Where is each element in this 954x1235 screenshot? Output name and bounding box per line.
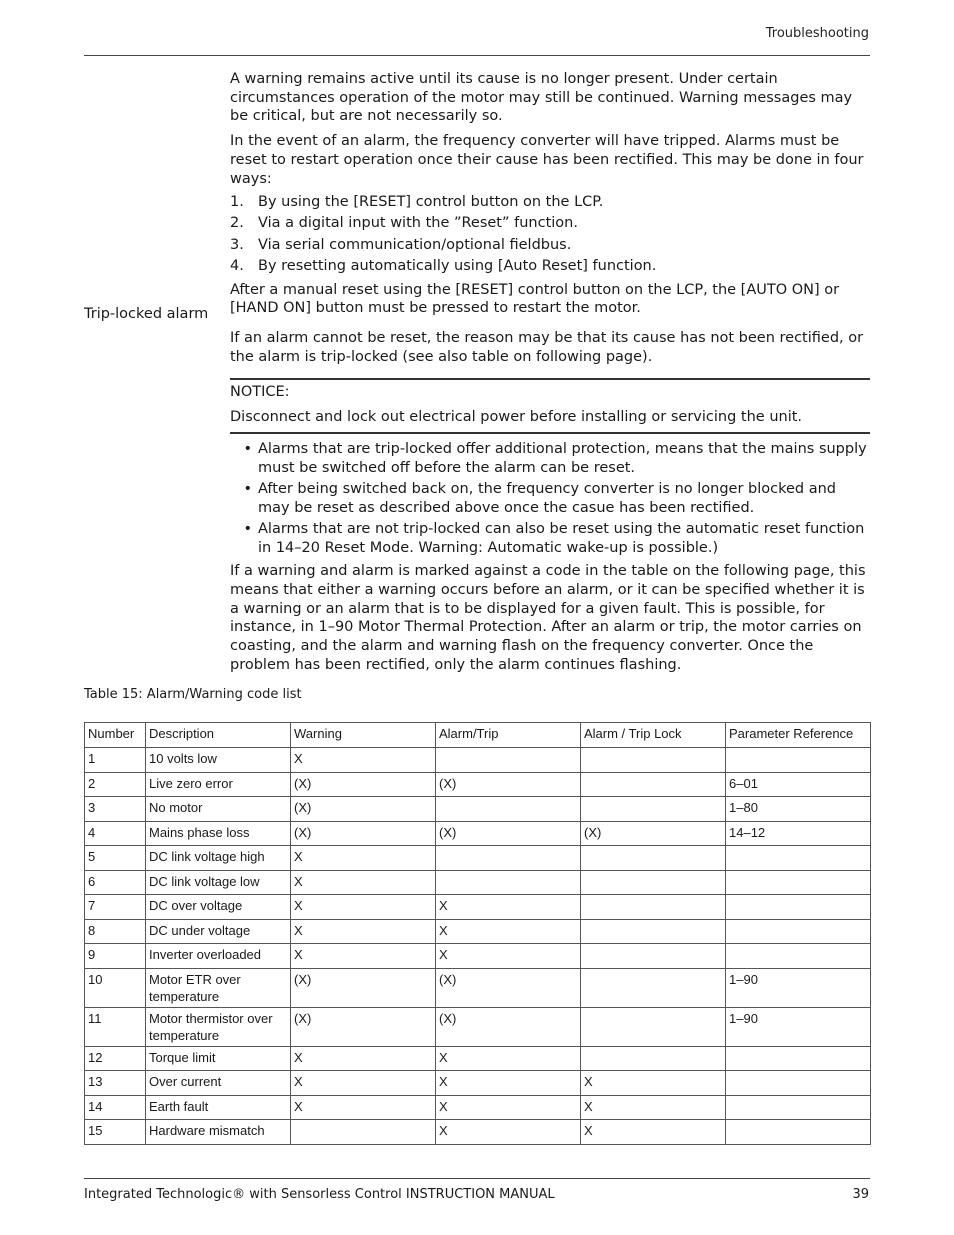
cell-warning: X: [291, 944, 436, 969]
cell-description: Mains phase loss: [146, 821, 291, 846]
cell-number: 14: [85, 1095, 146, 1120]
table-row: [85, 1007, 871, 1046]
list-text: Via a digital input with the ”Reset” function.: [258, 215, 578, 232]
list-item: [230, 214, 870, 233]
cell-alarm-trip-lock: [581, 919, 726, 944]
cell-alarm-trip-lock: X: [581, 1095, 726, 1120]
cell-parameter-reference: [726, 846, 871, 871]
trip-locked-paragraph-1: If an alarm cannot be reset, the reason may be that its cause has not been rectified, or the alarm is trip-locked (see also table on following page).: [230, 330, 864, 365]
cell-parameter-reference: [726, 748, 871, 773]
cell-alarm-trip-lock: [581, 797, 726, 822]
cell-description: Motor thermistor over temperature: [146, 1007, 291, 1046]
cell-description: Hardware mismatch: [146, 1120, 291, 1145]
cell-description: DC link voltage low: [146, 870, 291, 895]
cell-warning: X: [291, 895, 436, 920]
cell-alarm-trip-lock: X: [581, 1071, 726, 1096]
list-text: By using the [RESET] control button on the LCP.: [258, 194, 604, 211]
cell-alarm-trip: (X): [436, 772, 581, 797]
cell-alarm-trip-lock: [581, 748, 726, 773]
cell-alarm-trip-lock: [581, 944, 726, 969]
bullet-text: Alarms that are not trip-locked can also be reset using the automatic reset function in 14–20 Reset Mode. Warning: Automatic wake-up is possible.): [258, 520, 865, 556]
cell-parameter-reference: 1–80: [726, 797, 871, 822]
cell-warning: (X): [291, 821, 436, 846]
list-number: 3.: [230, 236, 244, 253]
alarm-warning-table: [84, 722, 871, 1145]
intro-section: [230, 70, 870, 318]
cell-warning: X: [291, 1095, 436, 1120]
cell-description: DC under voltage: [146, 919, 291, 944]
trip-locked-paragraph-2: If a warning and alarm is marked against a code in the table on the following page, this means that either a warning occurs before an alarm, or it can be specified whether it is a warning or an alarm that is to be displayed for a given fault. This is possible, for instance, in 1–90 Motor Thermal Protection. After an alarm or trip, the motor carries on coasting, and the alarm and warning flash on the frequency converter. Once the problem has been rectified, only the alarm continues flashing.: [230, 563, 866, 673]
table-row: [85, 919, 871, 944]
cell-parameter-reference: [726, 1095, 871, 1120]
table-caption: Table 15: Alarm/Warning code list: [84, 687, 302, 702]
cell-parameter-reference: [726, 870, 871, 895]
cell-description: 10 volts low: [146, 748, 291, 773]
list-number: 4.: [230, 257, 244, 274]
cell-alarm-trip: (X): [436, 1007, 581, 1046]
cell-number: 3: [85, 797, 146, 822]
footer-divider: [84, 1178, 870, 1179]
cell-parameter-reference: 6–01: [726, 772, 871, 797]
cell-description: No motor: [146, 797, 291, 822]
cell-alarm-trip: [436, 797, 581, 822]
list-item: [230, 257, 870, 276]
cell-alarm-trip-lock: [581, 1007, 726, 1046]
list-text: By resetting automatically using [Auto Reset] function.: [258, 257, 657, 274]
intro-paragraph-2: In the event of an alarm, the frequency converter will have tripped. Alarms must be reset to restart operation once their cause has been rectified. This may be done in four ways:: [230, 133, 864, 187]
table-header-row: [85, 723, 871, 748]
cell-parameter-reference: [726, 944, 871, 969]
cell-number: 4: [85, 821, 146, 846]
header-divider: [84, 55, 870, 56]
cell-description: Over current: [146, 1071, 291, 1096]
cell-alarm-trip-lock: [581, 870, 726, 895]
trip-locked-intro: [230, 329, 870, 366]
table-row: [85, 846, 871, 871]
cell-alarm-trip: X: [436, 1071, 581, 1096]
bullet-item: [230, 520, 870, 557]
table-row: [85, 944, 871, 969]
cell-alarm-trip-lock: [581, 772, 726, 797]
list-text: Via serial communication/optional fieldbus.: [258, 236, 572, 253]
cell-alarm-trip: X: [436, 944, 581, 969]
table-row: [85, 1046, 871, 1071]
column-header-warning: Warning: [291, 723, 436, 748]
cell-warning: X: [291, 846, 436, 871]
cell-alarm-trip: [436, 870, 581, 895]
cell-number: 13: [85, 1071, 146, 1096]
column-header-description: Description: [146, 723, 291, 748]
cell-alarm-trip: X: [436, 1095, 581, 1120]
table-row: [85, 1120, 871, 1145]
list-number: 2.: [230, 215, 244, 232]
notice-box: [230, 378, 870, 434]
cell-warning: X: [291, 1046, 436, 1071]
running-header: Troubleshooting: [765, 26, 869, 41]
table-row: [85, 1071, 871, 1096]
trip-locked-heading: Trip-locked alarm: [84, 306, 209, 322]
cell-parameter-reference: 1–90: [726, 1007, 871, 1046]
cell-alarm-trip: X: [436, 1046, 581, 1071]
cell-number: 6: [85, 870, 146, 895]
cell-number: 5: [85, 846, 146, 871]
cell-warning: (X): [291, 772, 436, 797]
bullet-item: [230, 480, 870, 517]
cell-parameter-reference: 14–12: [726, 821, 871, 846]
cell-description: Torque limit: [146, 1046, 291, 1071]
cell-number: 1: [85, 748, 146, 773]
list-number: 1.: [230, 194, 244, 211]
notice-text: Disconnect and lock out electrical power before installing or servicing the unit.: [230, 409, 803, 425]
cell-parameter-reference: [726, 895, 871, 920]
cell-alarm-trip: (X): [436, 968, 581, 1007]
table-row: [85, 870, 871, 895]
cell-warning: X: [291, 870, 436, 895]
cell-alarm-trip: X: [436, 919, 581, 944]
bullet-icon: •: [243, 441, 252, 457]
table-row: [85, 821, 871, 846]
cell-number: 15: [85, 1120, 146, 1145]
cell-number: 8: [85, 919, 146, 944]
cell-number: 10: [85, 968, 146, 1007]
column-header-alarm-trip-lock: Alarm / Trip Lock: [581, 723, 726, 748]
cell-number: 2: [85, 772, 146, 797]
cell-parameter-reference: [726, 1120, 871, 1145]
cell-number: 12: [85, 1046, 146, 1071]
cell-description: Inverter overloaded: [146, 944, 291, 969]
cell-alarm-trip-lock: [581, 1046, 726, 1071]
cell-description: DC over voltage: [146, 895, 291, 920]
cell-description: DC link voltage high: [146, 846, 291, 871]
reset-methods-list: [230, 193, 870, 275]
cell-warning: (X): [291, 968, 436, 1007]
list-item: [230, 236, 870, 255]
cell-alarm-trip-lock: [581, 846, 726, 871]
bullet-icon: •: [243, 480, 252, 497]
cell-alarm-trip: X: [436, 1120, 581, 1145]
cell-warning: (X): [291, 797, 436, 822]
bullet-text: After being switched back on, the frequency converter is no longer blocked and may be reset as described above once the casue has been rectified.: [258, 480, 836, 516]
page-number: 39: [852, 1187, 869, 1202]
cell-number: 7: [85, 895, 146, 920]
cell-alarm-trip-lock: X: [581, 1120, 726, 1145]
bullet-icon: •: [243, 520, 252, 537]
table-row: [85, 1095, 871, 1120]
cell-alarm-trip-lock: (X): [581, 821, 726, 846]
cell-description: Motor ETR over temperature: [146, 968, 291, 1007]
intro-paragraph-3: After a manual reset using the [RESET] control button on the LCP, the [AUTO ON] or [HAND ON] button must be pressed to restart the motor.: [230, 281, 840, 317]
cell-description: Earth fault: [146, 1095, 291, 1120]
table-body: [85, 748, 871, 1145]
table-row: [85, 968, 871, 1007]
cell-warning: X: [291, 919, 436, 944]
table-row: [85, 895, 871, 920]
trip-locked-details: [230, 440, 870, 674]
cell-alarm-trip: [436, 846, 581, 871]
cell-warning: X: [291, 748, 436, 773]
cell-warning: (X): [291, 1007, 436, 1046]
cell-number: 11: [85, 1007, 146, 1046]
table-row: [85, 748, 871, 773]
cell-description: Live zero error: [146, 772, 291, 797]
footer-title: Integrated Technologic® with Sensorless Control INSTRUCTION MANUAL: [84, 1187, 555, 1202]
column-header-alarm-trip: Alarm/Trip: [436, 723, 581, 748]
cell-alarm-trip: [436, 748, 581, 773]
cell-warning: X: [291, 1071, 436, 1096]
table-row: [85, 772, 871, 797]
bullet-text: Alarms that are trip-locked offer additional protection, means that the mains supply must be switched off before the alarm can be reset.: [258, 441, 867, 476]
cell-parameter-reference: 1–90: [726, 968, 871, 1007]
cell-alarm-trip-lock: [581, 968, 726, 1007]
cell-alarm-trip-lock: [581, 895, 726, 920]
column-header-number: Number: [85, 723, 146, 748]
cell-parameter-reference: [726, 919, 871, 944]
intro-paragraph-1: A warning remains active until its cause is no longer present. Under certain circumstances operation of the motor may still be continued. Warning messages may be critical, but are not necessarily so.: [230, 71, 853, 125]
column-header-parameter-reference: Parameter Reference: [726, 723, 871, 748]
cell-number: 9: [85, 944, 146, 969]
notice-title: NOTICE:: [230, 384, 290, 400]
cell-alarm-trip: X: [436, 895, 581, 920]
list-item: [230, 193, 870, 212]
bullet-item: [230, 440, 870, 477]
cell-warning: [291, 1120, 436, 1145]
cell-alarm-trip: (X): [436, 821, 581, 846]
trip-locked-bullets: [230, 440, 870, 557]
table-row: [85, 797, 871, 822]
cell-parameter-reference: [726, 1071, 871, 1096]
cell-parameter-reference: [726, 1046, 871, 1071]
